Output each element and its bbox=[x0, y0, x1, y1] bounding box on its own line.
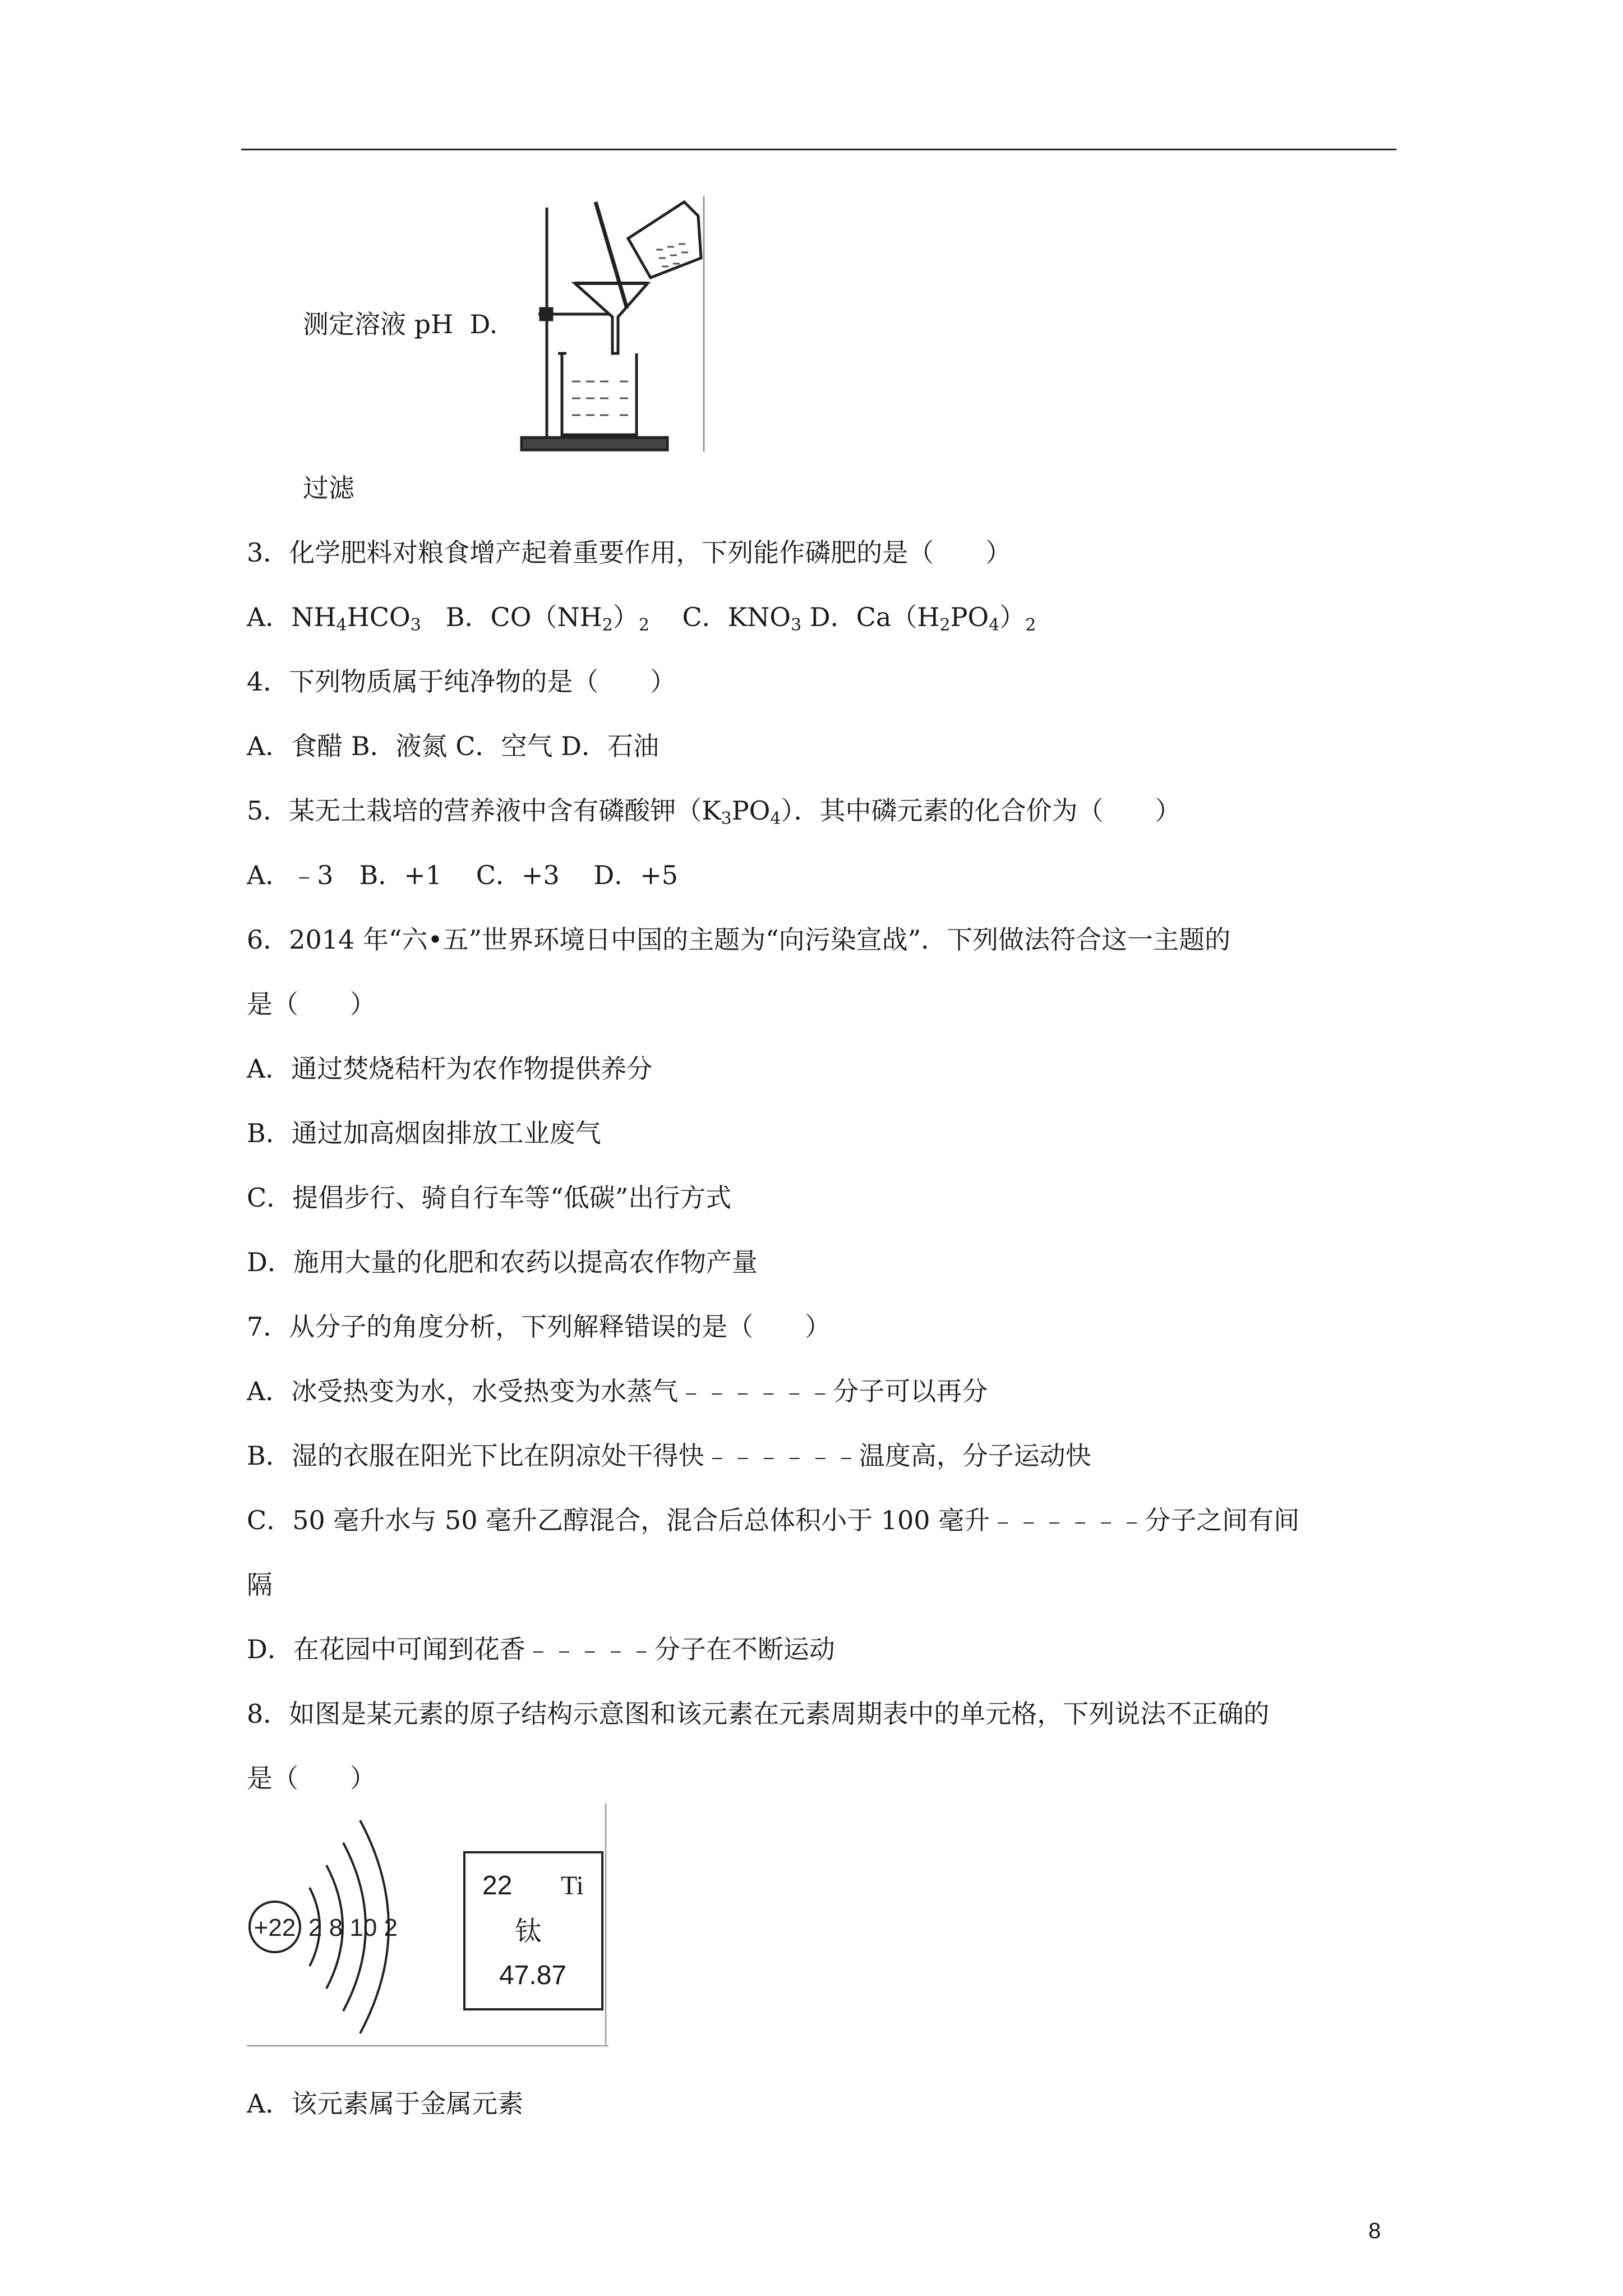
option-d-caption: 过滤 bbox=[303, 473, 354, 503]
q4-options: A．食醋 B．液氮 C．空气 D．石油 bbox=[247, 731, 659, 761]
q8-stem-line1: 8．如图是某元素的原子结构示意图和该元素在元素周期表中的单元格，下列说法不正确的 bbox=[247, 1699, 1270, 1729]
nucleus-charge: +22 bbox=[253, 1914, 296, 1941]
q8-option-a: A．该元素属于金属元素 bbox=[247, 2088, 524, 2119]
header-rule bbox=[241, 149, 1396, 150]
q3-stem: 3．化学肥料对粮食增产起着重要作用，下列能作磷肥的是（ ） bbox=[247, 537, 1012, 568]
q7-option-d: D．在花园中可闻到花香﹣﹣﹣﹣﹣分子在不断运动 bbox=[247, 1634, 835, 1664]
q6-option-b: B．通过加高烟囱排放工业废气 bbox=[247, 1118, 601, 1148]
atomic-mass: 47.87 bbox=[499, 1961, 567, 1990]
q6-option-c: C．提倡步行、骑自行车等“低碳”出行方式 bbox=[247, 1182, 732, 1213]
q6-option-d: D．施用大量的化肥和农药以提高农作物产量 bbox=[247, 1247, 758, 1277]
q7-option-c-line2: 隔 bbox=[247, 1570, 273, 1600]
atomic-number: 22 bbox=[482, 1871, 513, 1901]
q7-option-a: A．冰受热变为水，水受热变为水蒸气﹣﹣﹣﹣﹣﹣分子可以再分 bbox=[247, 1376, 988, 1406]
shell-electron-counts: 2 8 10 2 bbox=[308, 1914, 398, 1941]
option-d-label: D. bbox=[469, 309, 498, 339]
q7-option-b: B．湿的衣服在阳光下比在阴凉处干得快﹣﹣﹣﹣﹣﹣温度高，分子运动快 bbox=[247, 1441, 1091, 1471]
option-c-text: 测定溶液 pH bbox=[303, 309, 454, 339]
q3-options: A．$NH_4HCO_3$ B．$CO(NH_2)_2$ C．$KNO_3$ D．$Ca(H_2PO_4)_2$ bbox=[247, 602, 1036, 635]
page-number: 8 bbox=[1368, 2219, 1381, 2243]
filtration-apparatus-figure bbox=[516, 196, 707, 454]
q6-option-a: A．通过焚烧秸杆为农作物提供养分 bbox=[247, 1053, 653, 1084]
q5-options: A．﹣3 B．+1 C．+3 D．+5 bbox=[247, 860, 679, 890]
q6-stem-line2: 是（ ） bbox=[247, 989, 376, 1019]
element-symbol: Ti bbox=[561, 1871, 584, 1901]
option-c-caption bbox=[303, 307, 497, 341]
q4-stem: 4．下列物质属于纯净物的是（ ） bbox=[247, 666, 676, 697]
q5-stem: 5．某无土栽培的营养液中含有磷酸钾$(K_3PO_4)$．其中磷元素的化合价为（ ） bbox=[247, 795, 1181, 829]
q6-stem-line1: 6．2014 年“六•五”世界环境日中国的主题为“向污染宣战”．下列做法符合这一主题的 bbox=[247, 924, 1231, 955]
q7-option-c-line1: C．50 毫升水与 50 毫升乙醇混合，混合后总体积小于 100 毫升﹣﹣﹣﹣﹣﹣分子之间有间 bbox=[247, 1505, 1300, 1535]
q7-stem: 7．从分子的角度分析，下列解释错误的是（ ） bbox=[247, 1312, 831, 1342]
q8-stem-line2: 是（ ） bbox=[247, 1763, 376, 1793]
periodic-table-cell bbox=[463, 1851, 603, 2010]
element-name: 钛 bbox=[515, 1916, 542, 1947]
